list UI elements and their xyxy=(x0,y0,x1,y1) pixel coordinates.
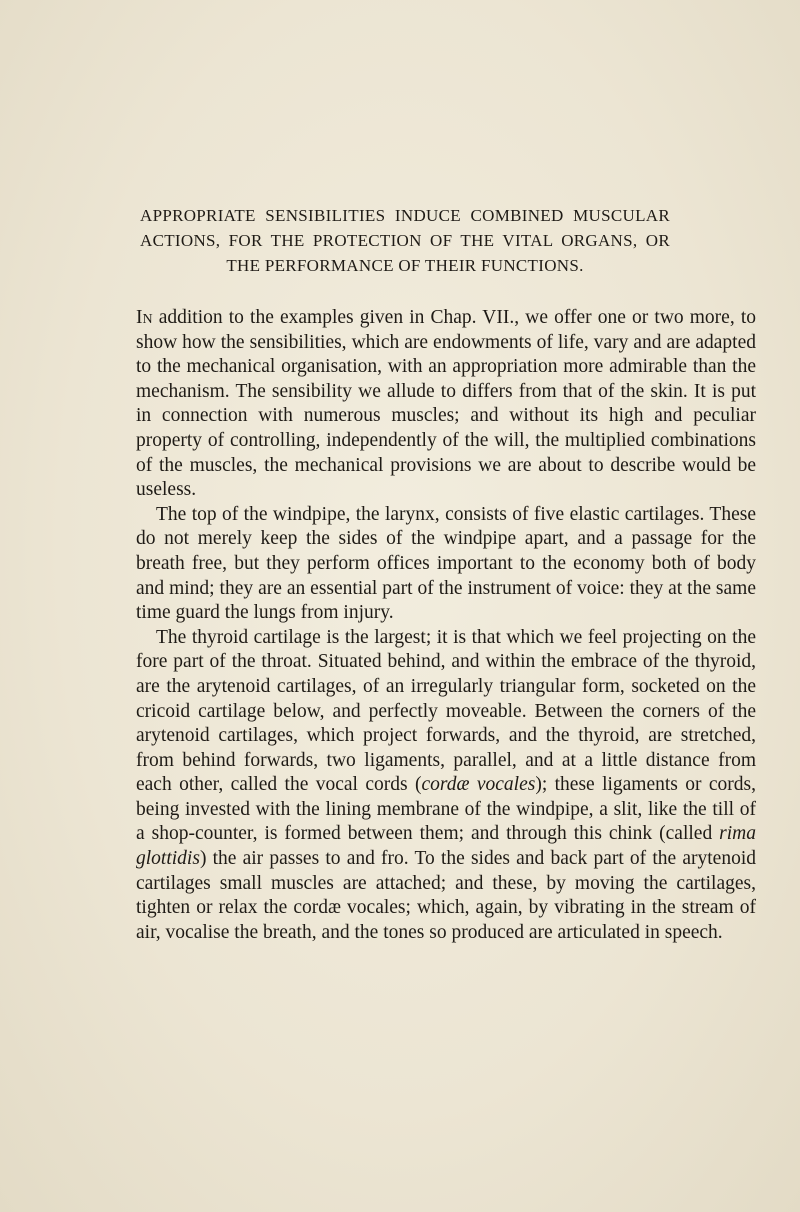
paragraph-1 xyxy=(136,306,756,503)
body-text xyxy=(136,306,756,945)
paragraph-2: The top of the windpipe, the larynx, consists of five elastic cartilages. These do not merely keep the sides of the windpipe apart, and a passage for the breath free, but they perform offices important to the economy both of body and mind; they are an essential part of the instrument of voice: they at the same time guard the lungs from injury. xyxy=(136,503,756,624)
latin-term-cordae-vocales: cordæ vocales xyxy=(421,774,536,796)
lead-word: In xyxy=(136,307,153,328)
section-heading: APPROPRIATE SENSIBILITIES INDUCE COMBINED MUSCULAR ACTIONS, FOR THE PROTECTION OF THE VITAL ORGANS, OR THE PERFORMANCE OF THEIR FUNCTIONS. xyxy=(140,206,670,275)
latin-term-rima-glottidis: rima glottidis xyxy=(136,823,756,870)
paragraph-3-part-3: ) the air passes to and fro. To the sides and back part of the arytenoid cartilages small muscles are attached; and these, by moving the cartilages, tighten or relax the cordæ vocales; which, again, by vibrating in the stream of air, vocalise the breath, and the tones so produced are articulated in speech. xyxy=(136,848,756,943)
paragraph-3-part-2: ); these ligaments or cords, being invested with the lining membrane of the windpipe, a slit, like the till of a shop-counter, is formed between them; and through this chink (called xyxy=(136,774,756,845)
paragraph-3-part-1: The thyroid cartilage is the largest; it is that which we feel projecting on the fore part of the throat. Situated behind, and within the embrace of the thyroid, are the arytenoid cartilages, of an irregularly triangular form, socketed on the cricoid cartilage below, and perfectly moveable. Between the corners of the arytenoid cartilages, which project forwards, and the thyroid, are stretched, from behind forwards, two ligaments, parallel, and at a little distance from each other, called the vocal cords ( xyxy=(136,626,756,796)
paragraph-3 xyxy=(136,626,756,946)
paragraph-1-text: addition to the examples given in Chap. VII., we offer one or two more, to show how the sensibilities, which are endowments of life, vary and are adapted to the mechanical organisation, with an appropriation more admirable than the mechanism. The sensibility we allude to differs from that of the skin. It is put in connection with numerous muscles; and without its high and peculiar property of controlling, independently of the will, the multiplied combinations of the muscles, the mechanical provisions we are about to describe would be useless. xyxy=(136,307,756,501)
